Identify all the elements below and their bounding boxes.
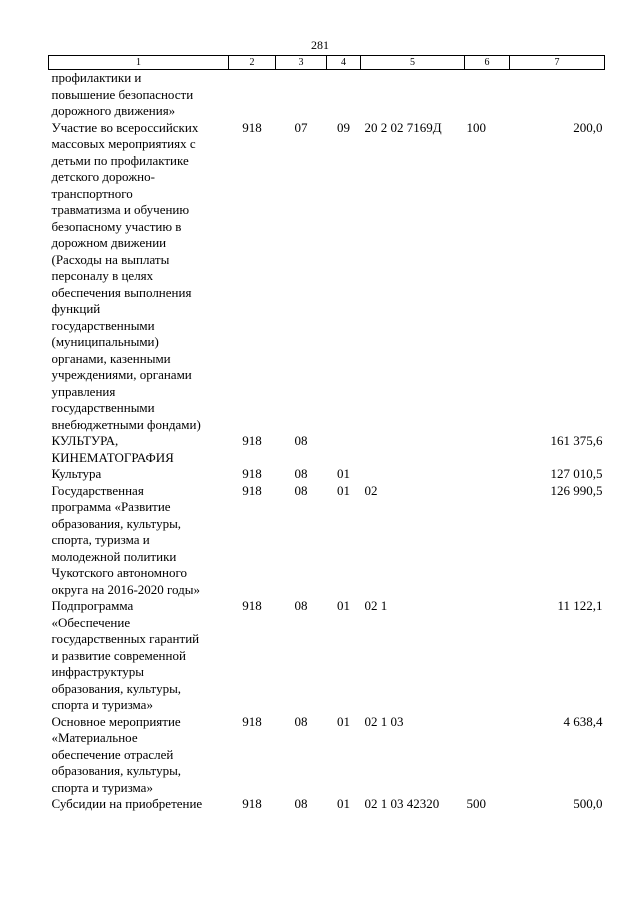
cell-expense-type: 500 — [466, 796, 486, 811]
cell-ministry: 918 — [242, 466, 262, 481]
table-row — [49, 433, 605, 466]
cell-expense-type — [465, 433, 510, 466]
cell-subsection: 01 — [337, 796, 350, 811]
cell-subsection: 01 — [337, 466, 350, 481]
cell-target-code: 02 1 — [364, 598, 388, 613]
cell-ministry: 918 — [242, 482, 262, 498]
cell-target-code — [361, 466, 465, 483]
cell-section: 07 — [294, 119, 308, 135]
cell-section — [276, 70, 327, 120]
cell-section: 08 — [294, 433, 308, 448]
cell-section: 08 — [294, 466, 308, 481]
cell-ministry — [229, 70, 276, 120]
table-row — [49, 466, 605, 483]
table-row — [49, 120, 605, 434]
column-header-5: 5 — [361, 56, 465, 70]
cell-subsection: 09 — [337, 119, 350, 135]
cell-subsection: 01 — [337, 598, 350, 613]
cell-section: 08 — [294, 598, 308, 613]
table-header-row — [49, 56, 605, 70]
cell-amount: 4 638,4 — [563, 713, 603, 729]
cell-target-code: 02 1 03 42320 — [364, 796, 440, 811]
cell-amount: 200,0 — [573, 119, 603, 135]
cell-ministry: 918 — [242, 796, 262, 811]
row-name: Основное мероприятие «Материальное обеспечение отраслей образования, культуры, спорта и туризма» — [51, 713, 182, 795]
cell-target-code — [361, 433, 465, 466]
cell-target-code: 02 1 03 — [364, 713, 404, 729]
cell-expense-type: 100 — [466, 119, 486, 135]
cell-expense-type — [465, 70, 510, 120]
column-header-2: 2 — [229, 56, 276, 70]
column-header-7: 7 — [510, 56, 605, 70]
cell-subsection — [327, 433, 361, 466]
row-name: профилактики и повышение безопасности дорожного движения» — [51, 70, 194, 118]
cell-amount: 500,0 — [573, 796, 603, 811]
row-name: Подпрограмма «Обеспечение государственных гарантий и развитие современной инфраструктуры образования, культуры, спорта и туризма» — [51, 598, 200, 712]
cell-target-code: 02 — [364, 482, 378, 498]
cell-target-code — [361, 70, 465, 120]
cell-amount — [510, 70, 605, 120]
column-header-4: 4 — [327, 56, 361, 70]
table-row — [49, 598, 605, 714]
column-header-1: 1 — [49, 56, 229, 70]
cell-section: 08 — [294, 713, 308, 729]
table-row — [49, 714, 605, 797]
column-header-3: 3 — [276, 56, 327, 70]
cell-ministry: 918 — [242, 713, 262, 729]
page-number: 281 — [311, 38, 329, 52]
table-row — [49, 483, 605, 599]
row-name: Участие во всероссийских массовых мероприятиях с детьми по профилактике детского дорожно- транспортного травматизма и обучению безопасному участию в дорожном движении (Расходы на выплаты персоналу в целях обеспечения выполнения функций государственными (муниципальными) органами, казенными учреждениями, органами управления государственными внебюджетными фондами) — [51, 119, 201, 432]
row-name: Государственная программа «Развитие образования, культуры, спорта, туризма и молодежной политики Чукотского автономного округа на 2016-2020 годы» — [51, 482, 201, 597]
cell-expense-type — [465, 714, 510, 797]
cell-amount: 127 010,5 — [550, 466, 603, 481]
cell-subsection: 01 — [337, 713, 350, 729]
cell-expense-type — [465, 466, 510, 483]
cell-expense-type — [465, 598, 510, 714]
cell-section: 08 — [294, 482, 308, 498]
table-row — [49, 796, 605, 813]
cell-target-code: 20 2 02 7169Д — [364, 119, 442, 135]
cell-section: 08 — [294, 796, 308, 811]
cell-amount: 161 375,6 — [550, 433, 603, 448]
cell-subsection — [327, 70, 361, 120]
cell-expense-type — [465, 483, 510, 599]
cell-subsection: 01 — [337, 482, 350, 498]
cell-ministry: 918 — [242, 119, 262, 135]
row-name: Культура — [51, 466, 102, 481]
cell-ministry: 918 — [242, 598, 262, 613]
row-name: КУЛЬТУРА, КИНЕМАТОГРАФИЯ — [51, 433, 174, 465]
cell-amount: 126 990,5 — [550, 482, 603, 498]
cell-ministry: 918 — [242, 433, 262, 448]
table-row — [49, 70, 605, 120]
row-name: Субсидии на приобретение — [51, 796, 203, 811]
column-header-6: 6 — [465, 56, 510, 70]
budget-table — [48, 55, 605, 813]
cell-amount: 11 122,1 — [557, 598, 603, 613]
